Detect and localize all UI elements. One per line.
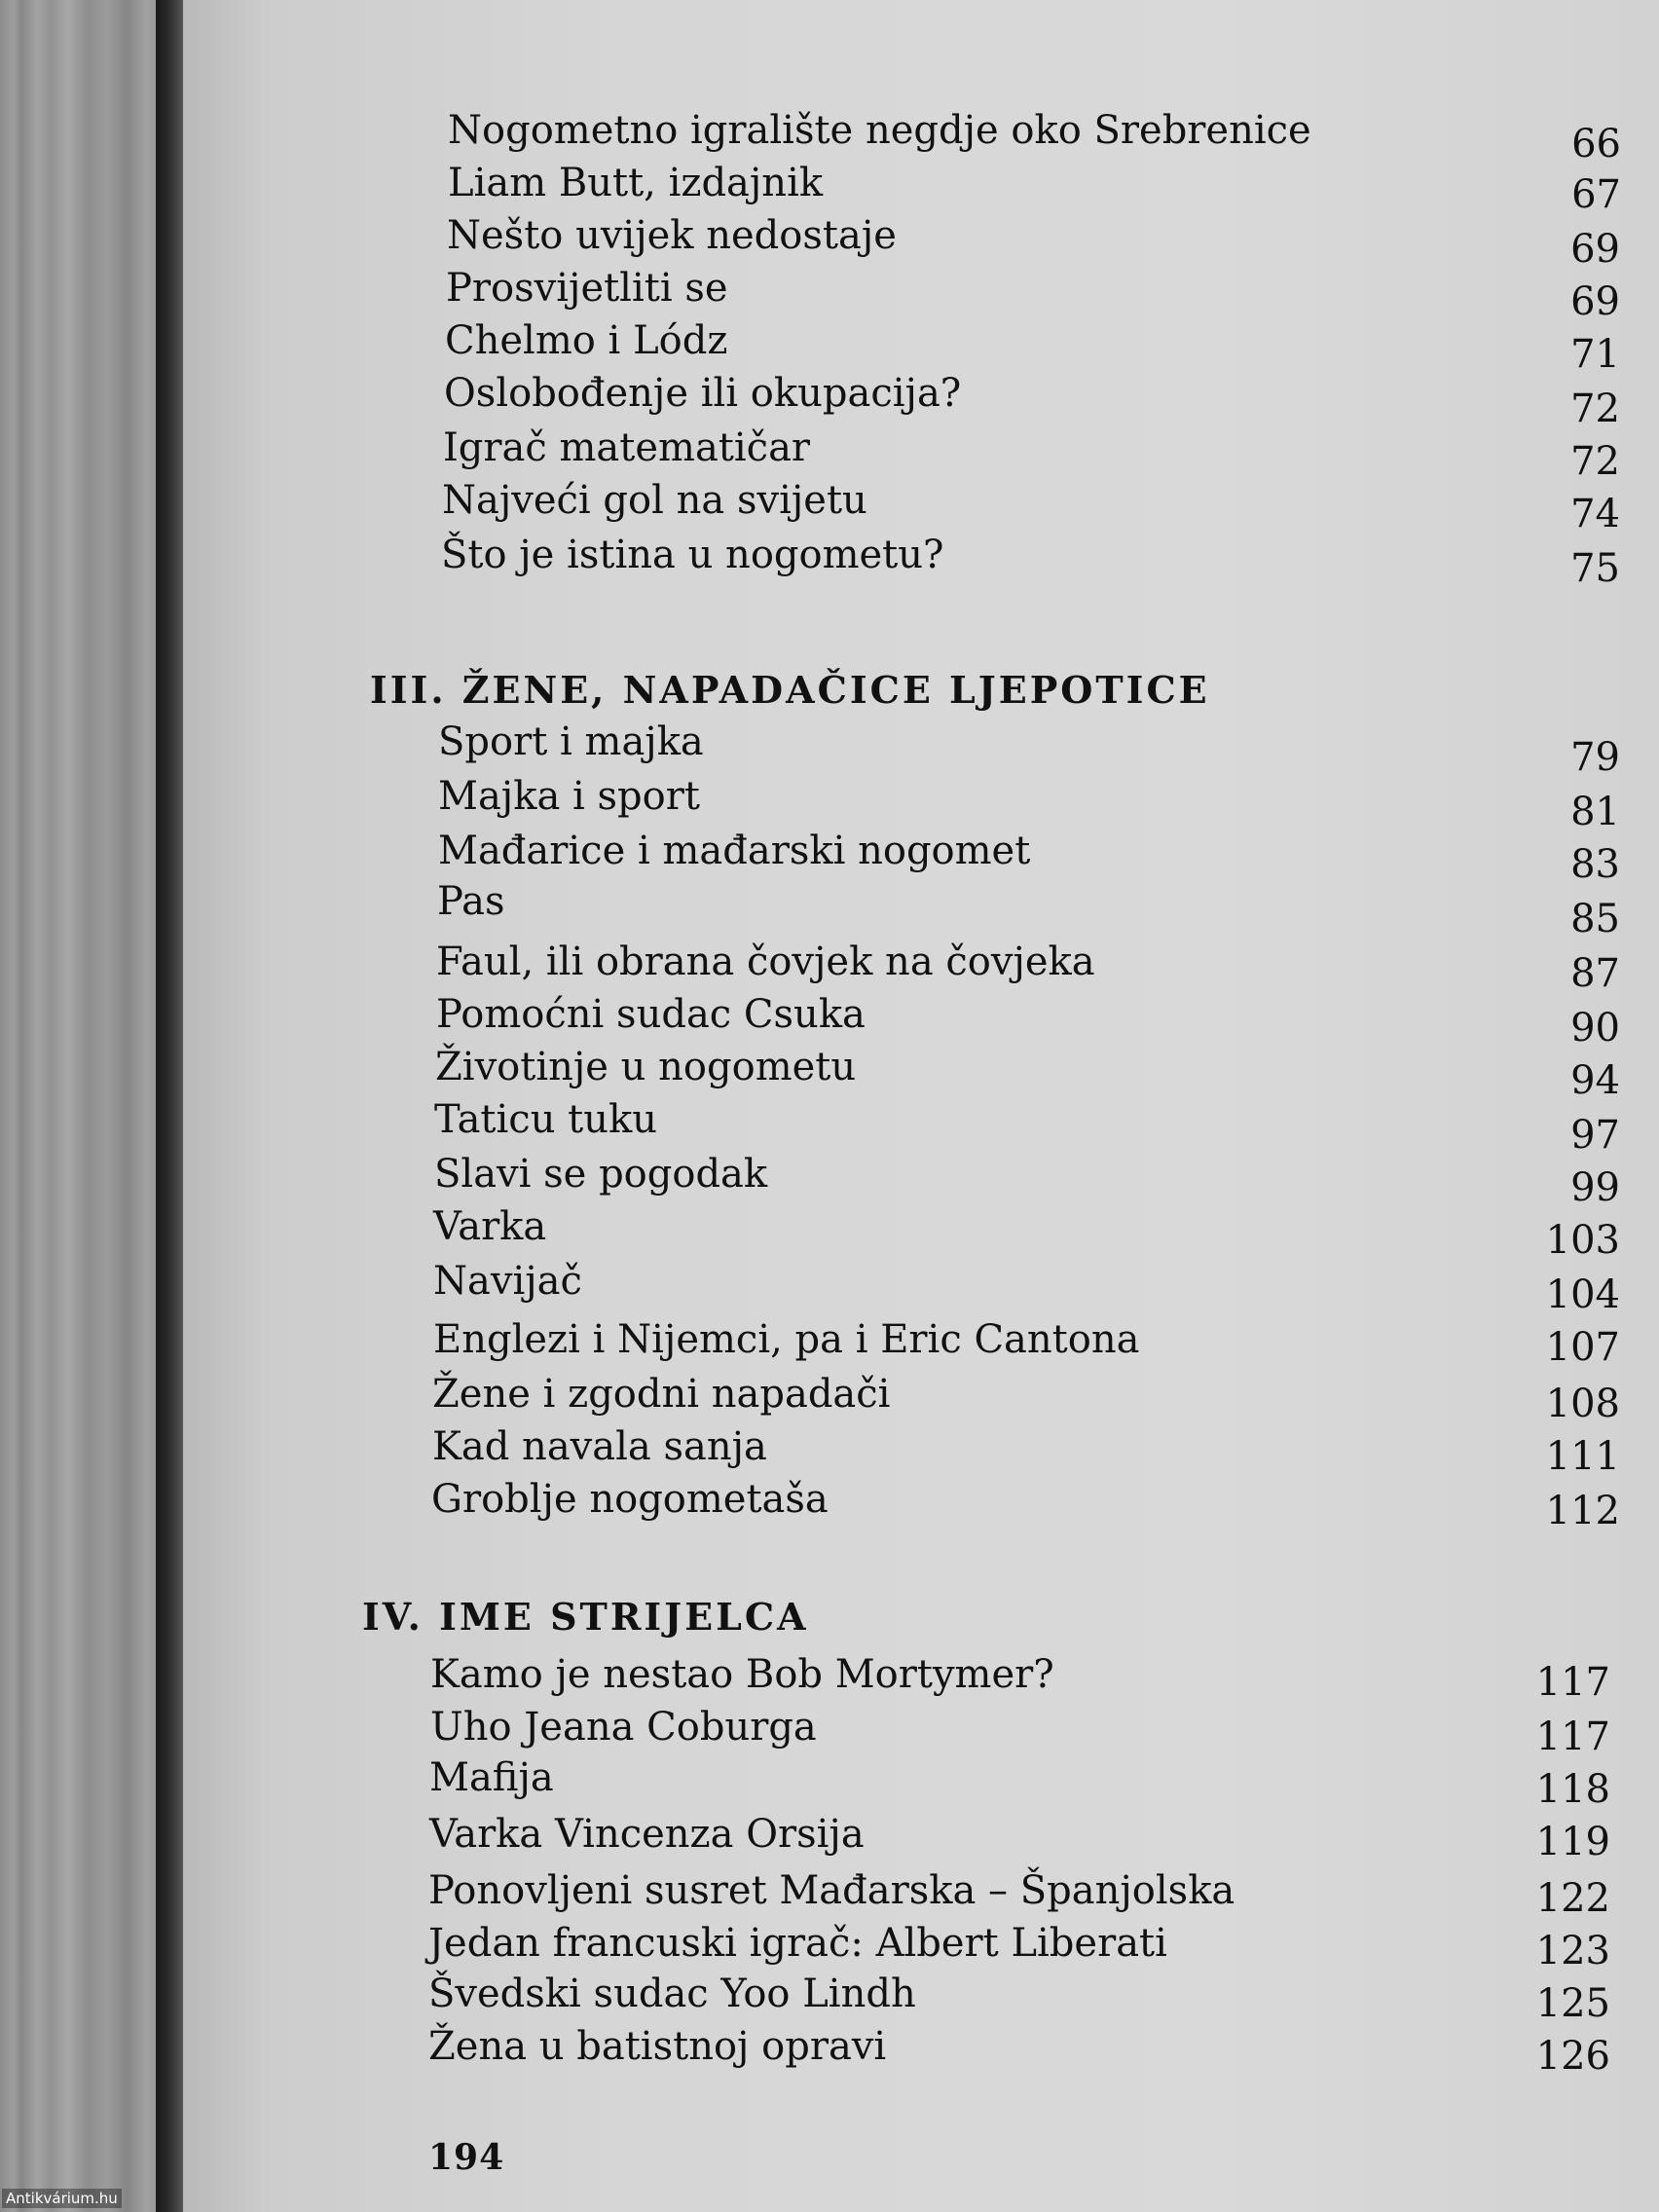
toc-entry-title: Jedan francuski igrač: Albert Liberati (428, 1921, 1167, 1966)
toc-entry-page: 72 (1570, 387, 1620, 431)
toc-entry-title: Navijač (433, 1259, 582, 1304)
toc-entry-page: 85 (1570, 897, 1620, 941)
toc-entry-title: Varka Vincenza Orsija (429, 1812, 865, 1857)
desk-background (0, 0, 170, 2212)
toc-entry-page: 111 (1545, 1434, 1620, 1479)
toc-entry-title: Varka (433, 1204, 547, 1249)
toc-entry (428, 2019, 1610, 2079)
toc-entry-title: Žena u batistnoj opravi (428, 2024, 887, 2069)
section-heading: IV. IME STRIJELCA (362, 1595, 809, 1639)
toc-entry-page: 125 (1535, 1981, 1610, 2026)
toc-entry-page: 126 (1535, 2034, 1610, 2079)
toc-entry-title: Slavi se pogodak (434, 1152, 768, 1197)
toc-entry (432, 1367, 1620, 1426)
toc-entry-title: Majka i sport (438, 774, 700, 819)
toc-entry-page: 119 (1535, 1820, 1610, 1864)
toc-entry-title: Što je istina u nogometu? (441, 533, 944, 577)
toc-entry-title: Liam Butt, izdajnik (448, 161, 824, 205)
toc-entry (428, 1967, 1610, 2026)
toc-entry (433, 1312, 1620, 1370)
toc-entry-title: Oslobođenje ili okupacija? (444, 371, 962, 416)
page-number: 194 (428, 2137, 505, 2178)
toc-entry (446, 261, 1620, 324)
toc-entry (431, 1472, 1620, 1533)
toc-entry-title: Prosvijetliti se (446, 266, 728, 311)
toc-entry (430, 1647, 1610, 1705)
toc-entry-title: Englezi i Nijemci, pa i Eric Cantona (433, 1317, 1140, 1362)
toc-entry-page: 117 (1535, 1660, 1610, 1705)
toc-entry-title: Igrač matematičar (443, 425, 811, 470)
toc-entry-title: Švedski sudac Yoo Lindh (428, 1972, 916, 2016)
toc-entry-title: Groblje nogometaša (431, 1477, 829, 1522)
toc-entry (436, 935, 1620, 996)
toc-entry (429, 1807, 1610, 1862)
toc-entry (430, 1700, 1610, 1759)
toc-entry (438, 715, 1620, 780)
toc-entry (429, 1751, 1610, 1812)
toc-entry (428, 1863, 1610, 1921)
toc-entry-page: 75 (1570, 546, 1620, 591)
toc-entry (448, 103, 1621, 166)
toc-entry-title: Nogometno igralište negdje oko Srebrenice (448, 108, 1311, 153)
toc-entry-page: 108 (1545, 1382, 1620, 1426)
toc-entry-page: 79 (1570, 735, 1620, 780)
toc-entry (441, 528, 1620, 591)
toc-entry (442, 473, 1620, 536)
toc-entry-page: 66 (1571, 122, 1621, 166)
toc-entry-title: Nešto uvijek nedostaje (447, 213, 897, 258)
toc-entry (428, 1916, 1610, 1971)
toc-entry (434, 1147, 1620, 1210)
toc-entry-title: Sport i majka (438, 719, 704, 764)
toc-entry-title: Ponovljeni susret Mađarska – Španjolska (428, 1868, 1235, 1913)
toc-entry (435, 1040, 1620, 1103)
toc-entry-page: 118 (1535, 1767, 1610, 1812)
toc-entry-page: 94 (1570, 1058, 1620, 1103)
toc-entry-title: Mafija (429, 1755, 554, 1800)
toc-entry (436, 987, 1620, 1051)
toc-entry-page: 99 (1570, 1165, 1620, 1210)
toc-entry-title: Kad navala sanja (432, 1424, 767, 1469)
toc-entry-title: Životinje u nogometu (435, 1045, 857, 1089)
toc-entry (438, 769, 1620, 834)
toc-entry (434, 1092, 1620, 1158)
watermark: Antikvárium.hu (2, 2189, 122, 2208)
toc-entry (443, 421, 1620, 484)
toc-entry-page: 90 (1570, 1006, 1620, 1051)
toc-entry-page: 71 (1570, 332, 1620, 377)
toc-entry-page: 74 (1570, 492, 1620, 536)
toc-entry-page: 97 (1570, 1113, 1620, 1158)
toc-entry-title: Mađarice i mađarski nogomet (438, 829, 1031, 873)
toc-entry-page: 104 (1545, 1272, 1620, 1317)
toc-entry-page: 81 (1570, 790, 1620, 834)
toc-entry-page: 103 (1545, 1218, 1620, 1263)
toc-entry-title: Pomoćni sudac Csuka (436, 992, 866, 1037)
toc-entry-page: 107 (1545, 1325, 1620, 1370)
section-heading: III. ŽENE, NAPADAČICE LJEPOTICE (370, 668, 1210, 712)
toc-entry-title: Najveći gol na svijetu (442, 478, 867, 523)
toc-entry (433, 1254, 1620, 1317)
toc-entry-title: Faul, ili obrana čovjek na čovjeka (436, 940, 1095, 984)
toc-entry-title: Žene i zgodni napadači (432, 1372, 891, 1417)
toc-entry-title: Kamo je nestao Bob Mortymer? (430, 1652, 1054, 1697)
toc-entry (448, 156, 1621, 217)
toc-entry-page: 67 (1571, 172, 1621, 217)
toc-entry-page: 112 (1545, 1489, 1620, 1533)
toc-entry (445, 313, 1620, 377)
toc-entry (433, 1199, 1620, 1263)
toc-entry (437, 874, 1620, 941)
toc-entry-title: Taticu tuku (434, 1097, 658, 1142)
toc-entry-page: 72 (1570, 439, 1620, 484)
toc-entry-title: Uho Jeana Coburga (430, 1705, 817, 1750)
toc-entry (447, 208, 1620, 272)
toc-entry (432, 1419, 1620, 1479)
toc-entry-page: 122 (1535, 1876, 1610, 1921)
book-spine (156, 0, 185, 2212)
toc-entry (444, 366, 1620, 431)
toc-entry-page: 123 (1535, 1929, 1610, 1973)
toc-entry-page: 87 (1570, 951, 1620, 996)
toc-entry-page: 117 (1535, 1714, 1610, 1759)
toc-entry-title: Pas (437, 879, 505, 924)
toc-entry-title: Chelmo i Lódz (445, 318, 728, 363)
toc-entry-page: 83 (1570, 842, 1620, 887)
toc-entry-page: 69 (1570, 279, 1620, 324)
toc-entry (438, 824, 1620, 887)
toc-entry-page: 69 (1570, 227, 1620, 272)
